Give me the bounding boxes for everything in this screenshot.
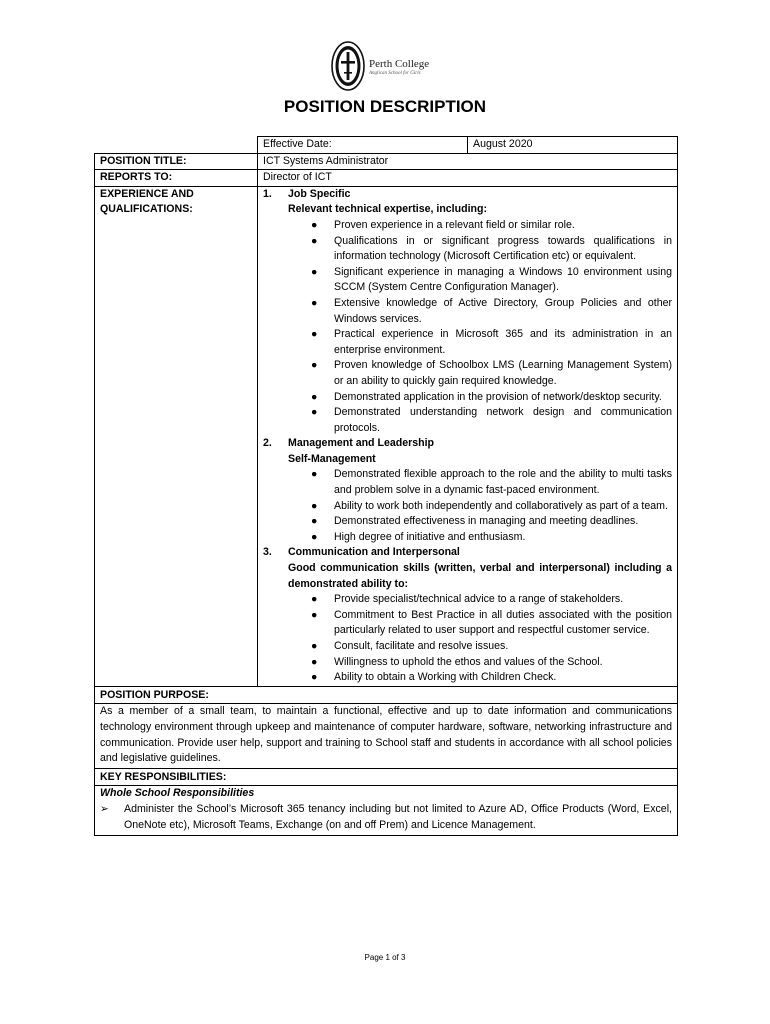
bullet-icon: ● [311,515,318,528]
group-title: Management and Leadership [288,437,434,450]
effective-date-row [95,137,678,154]
effective-date-value: August 2020 [468,137,678,154]
group-number: 1. [263,187,272,200]
experience-row [95,186,678,686]
group-subtitle: Self-Management [288,452,376,465]
bullet-icon: ● [311,265,318,278]
crest-icon [331,40,365,92]
bullet-icon: ● [311,296,318,309]
position-table [94,136,678,836]
bullet-icon: ● [311,671,318,684]
reports-to-value: Director of ICT [258,170,678,187]
logo-name: Perth College [369,58,430,70]
responsibilities-heading: KEY RESPONSIBILITIES: [95,768,678,786]
bullet-icon: ● [311,655,318,668]
list-item: ● Consult, facilitate and resolve issues. [311,639,672,655]
list-item: ● Ability to work both independently and collaboratively as part of a team. [311,499,672,515]
list-item: ● Qualifications in or significant progress towards qualifications in information technology (Microsoft Certification etc) or equivalent. [311,234,672,263]
list-item: ● Willingness to uphold the ethos and values of the School. [311,655,672,671]
group-subtitle: Relevant technical expertise, including: [288,203,487,216]
list-item: ● Demonstrated effectiveness in managing and meeting deadlines. [311,514,672,530]
list-item: ● Extensive knowledge of Active Directory, Group Policies and other Windows services. [311,296,672,325]
list-item: ● Practical experience in Microsoft 365 and its administration in an enterprise environment. [311,328,672,356]
bullet-list [288,467,672,545]
group-number: 2. [263,437,272,450]
group-management-leadership [263,436,672,545]
bullet-icon: ● [311,608,318,621]
bullet-icon: ● [311,640,318,652]
arrow-bullet-icon: ➢ [100,802,109,815]
list-item: ➢ Administer the School’s Microsoft 365 tenancy including but not limited to Azure AD, Office Products (Word, Excel, OneNote etc), Microsoft Teams, Exchange (on and off Prem) and Licence Management. [100,802,672,831]
bullet-icon: ● [311,468,318,481]
purpose-heading: POSITION PURPOSE: [95,686,678,704]
position-title-label: POSITION TITLE: [95,153,258,170]
bullet-icon: ● [311,499,318,512]
qualification-groups [263,187,672,686]
effective-date-label: Effective Date: [258,137,468,154]
experience-content [258,186,678,686]
group-number: 3. [263,546,272,559]
responsibilities-content [95,786,678,836]
list-item: ● Significant experience in managing a Windows 10 environment using SCCM (System Centre Configuration Manager). [311,265,672,294]
page-title: POSITION DESCRIPTION [283,97,487,116]
experience-label [95,186,258,686]
position-title-value: ICT Systems Administrator [258,153,678,170]
bullet-icon: ● [311,328,318,341]
bullet-icon: ● [311,234,318,247]
school-logo [331,40,451,96]
bullet-icon: ● [311,218,318,231]
bullet-icon: ● [311,593,318,606]
list-item: ● Ability to obtain a Working with Children Check. [311,670,672,686]
bullet-icon: ● [311,390,318,403]
list-item: ● Commitment to Best Practice in all duties associated with the position particularly related to user support and respectful customer service. [311,608,672,637]
responsibilities-heading-row [95,768,678,786]
bullet-icon: ● [311,359,318,372]
blank-cell [95,137,258,154]
list-item: ● Proven knowledge of Schoolbox LMS (Learning Management System) or an ability to quickly gain required knowledge. [311,359,672,387]
purpose-heading-row [95,686,678,704]
group-title: Job Specific [288,187,351,200]
list-item: ● Demonstrated application in the provision of network/desktop security. [311,390,672,406]
purpose-text-row [95,704,678,768]
list-item: ● Proven experience in a relevant field or similar role. [311,218,672,234]
experience-label-line1: EXPERIENCE AND [100,187,194,200]
responsibilities-subheading: Whole School Responsibilities [100,787,255,800]
group-subtitle: Good communication skills (written, verbal and interpersonal) including a demonstrated ability to: [288,562,672,590]
group-job-specific [263,187,672,437]
list-item: ● Demonstrated flexible approach to the role and the ability to multi tasks and problem solve in a dynamic fast-paced environment. [311,468,672,497]
group-title: Communication and Interpersonal [288,546,460,559]
reports-to-row [95,170,678,187]
bullet-list [288,592,672,686]
experience-label-line2: QUALIFICATIONS: [100,203,193,216]
group-communication [263,545,672,685]
list-item: ● Provide specialist/technical advice to a range of stakeholders. [311,592,672,608]
logo-tagline: Anglican School for Girls [369,71,421,76]
list-item: ● High degree of initiative and enthusiasm. [311,530,672,546]
bullet-list [288,218,672,436]
position-title-row [95,153,678,170]
bullet-icon: ● [311,406,318,419]
page-footer: Page 1 of 3 [364,953,406,962]
list-item: ● Demonstrated understanding network design and communication protocols. [311,406,672,434]
purpose-text: As a member of a small team, to maintain a functional, effective and up to date information and communications technology environment through upkeep and maintenance of computer hardware, software, networking infrastructure and communication. Provide user help, support and training to School staff and students in accordance with all school policies and legislative guidelines. [95,704,678,768]
reports-to-label: REPORTS TO: [95,170,258,187]
responsibilities-row [95,786,678,836]
bullet-icon: ● [311,530,318,543]
